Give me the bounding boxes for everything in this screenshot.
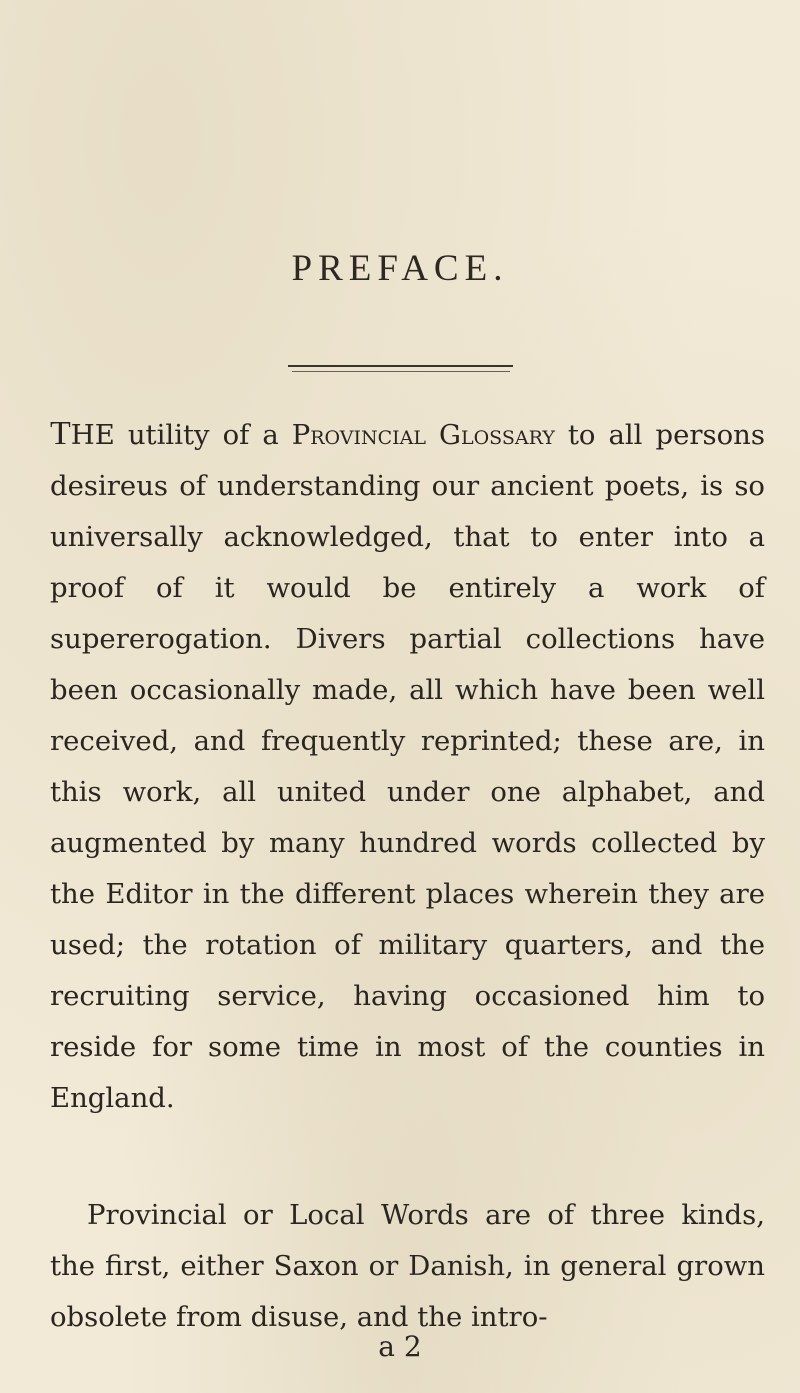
lead-word-rest: HE [70,419,115,451]
heading-rule [288,365,513,367]
paragraph-1-text-b: to all persons desireus of understanding our ancient poets, is so universally acknowledged, that to enter into a proof of it would be entirely a work of supererogation. Divers partial collections have been occasionally made, all which have been well received, and frequently reprinted; these are, in this work, all united under one alphabet, and augmented by many hundred words collected by the Editor in the different places wherein they are used; the rotation of military quarters, and the recruiting service, having occasioned him to reside for some time in most of the counties in England. [50,419,765,1114]
paragraph-1-text-a: utility of a [114,419,292,451]
glossary-title-smallcaps: Provincial Glossary [291,419,555,451]
page-heading: PREFACE. [291,248,509,289]
paragraph-1 [50,408,765,1124]
signature-mark: a 2 [378,1330,422,1363]
paragraph-2: Provincial or Local Words are of three kinds, the first, either Saxon or Danish, in general grown obsolete from disuse, and the intro- [50,1199,765,1333]
heading-rule-thin [292,371,510,372]
drop-cap: T [50,415,71,452]
